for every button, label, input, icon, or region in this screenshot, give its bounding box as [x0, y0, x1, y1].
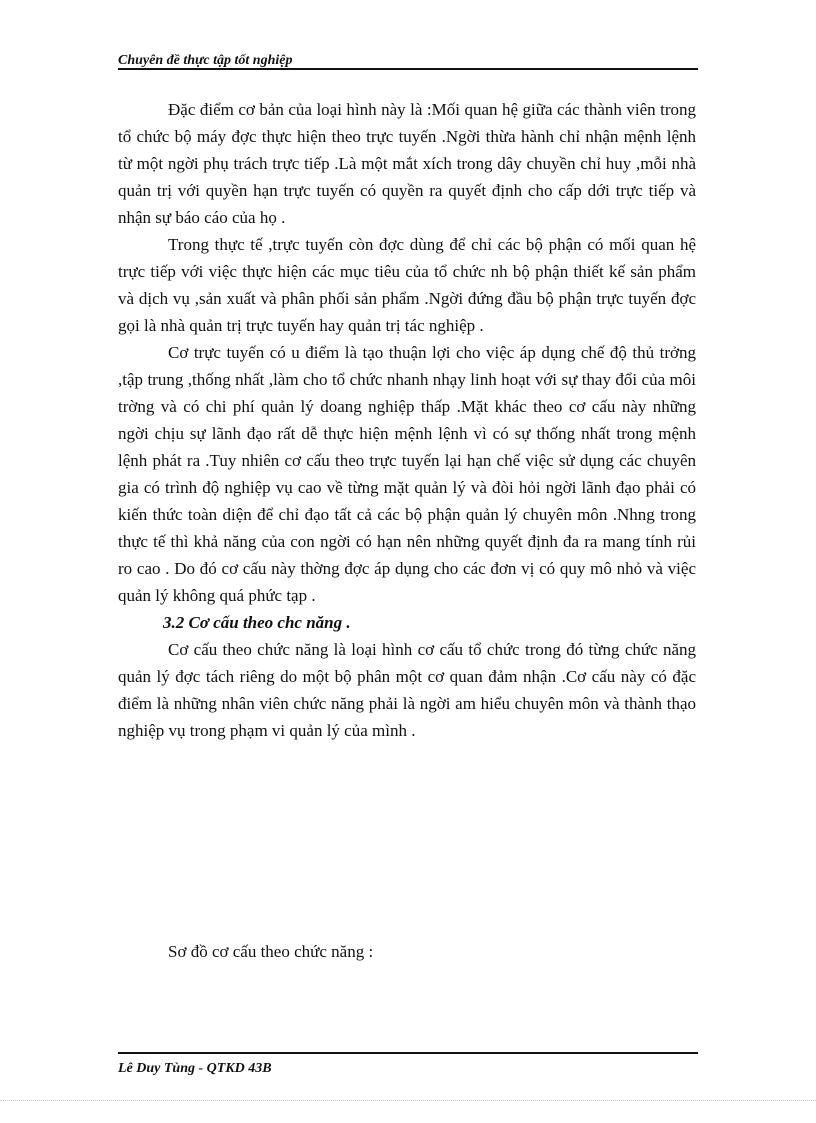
- paragraph-functional-structure: Cơ cấu theo chức năng là loại hình cơ cấu tổ chức trong đó từng chức năng quản lý đợc tách riêng do một bộ phân một cơ quan đảm nhận .Cơ cấu này có đặc điểm là những nhân viên chức năng phải là ngời am hiểu chuyên môn và thành thạo nghiệp vụ trong phạm vi quản lý của mình .: [118, 640, 696, 740]
- footer-rule: [118, 1052, 698, 1054]
- paragraph-advantages: Cơ trực tuyến có u điểm là tạo thuận lợi cho việc áp dụng chế độ thủ trởng ,tập trung ,thống nhất ,làm cho tổ chức nhanh nhạy linh hoạt với sự thay đổi của môi trờng và có chi phí quản lý doang nghiệp thấp .Mặt khác theo cơ cấu này những ngời chịu sự lãnh đạo rất dễ thực hiện mệnh lệnh vì có sự thống nhất trong mệnh lệnh phát ra .Tuy nhiên cơ cấu theo trực tuyến lại hạn chế việc sử dụng các chuyên gia có trình độ nghiệp vụ cao về từng mặt quản lý và đòi hỏi ngời lãnh đạo phải có kiến thức toàn diện để chỉ đạo tất cả các bộ phận quản lý chuyên môn .Nhng trong thực tế thì khả năng của con ngời có hạn nên những quyết định đa ra mang tính rủi ro cao . Do đó cơ cấu này thờng đợc áp dụng cho các đơn vị có quy mô nhỏ và việc quản lý không quá phức tạp .: [118, 343, 696, 605]
- document-body: [118, 96, 696, 744]
- section-heading: 3.2 Cơ cấu theo chc năng .: [163, 613, 351, 632]
- page-footer-author: Lê Duy Tùng - QTKD 43B: [118, 1061, 272, 1076]
- paragraph-characteristics: Đặc điểm cơ bản của loại hình này là :Mối quan hệ giữa các thành viên trong tổ chức bộ máy đợc thực hiện theo trực tuyến .Ngời thừa hành chỉ nhận mệnh lệnh từ một ngời phụ trách trực tiếp .Là một mắt xích trong dây chuyền chỉ huy ,mỗi nhà quản trị với quyền hạn trực tuyến có quyền ra quyết định cho cấp dới trực tiếp và nhận sự báo cáo của họ .: [118, 100, 696, 227]
- header-rule: [118, 68, 698, 70]
- page-edge-divider: [0, 1100, 816, 1101]
- diagram-caption: Sơ đồ cơ cấu theo chức năng :: [168, 942, 374, 961]
- paragraph-practice: Trong thực tế ,trực tuyến còn đợc dùng để chỉ các bộ phận có mối quan hệ trực tiếp với việc thực hiện các mục tiêu của tổ chức nh bộ phận thiết kế sản phẩm và dịch vụ ,sản xuất và phân phối sản phẩm .Ngời đứng đầu bộ phận trực tuyến đợc gọi là nhà quản trị trực tuyến hay quản trị tác nghiệp .: [118, 235, 696, 335]
- page-header-title: Chuyên đề thực tập tốt nghiệp: [118, 53, 293, 68]
